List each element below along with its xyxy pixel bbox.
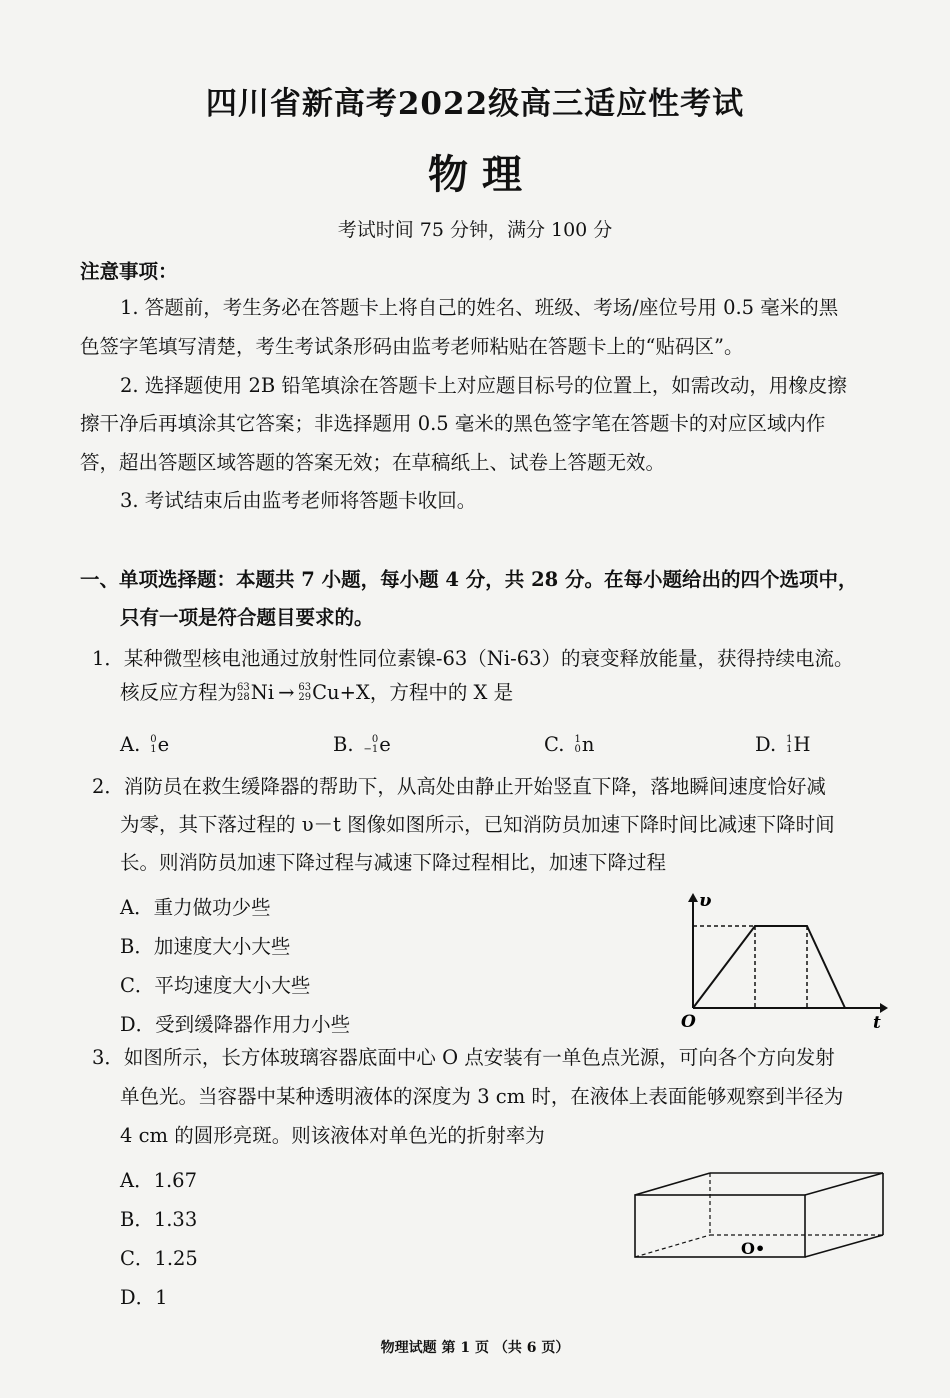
q1-option-d[interactable] bbox=[755, 733, 811, 756]
right-top-edge bbox=[805, 1173, 883, 1195]
q1-option-a-mass: 0 bbox=[150, 733, 157, 745]
section1-heading: 一、单项选择题：本题共 7 小题，每小题 4 分，共 28 分。在每小题给出的四个选项中， bbox=[80, 568, 858, 591]
v-axis-arrow bbox=[688, 893, 698, 902]
q1-option-b-numbers bbox=[364, 735, 379, 755]
q1-option-c-numbers bbox=[574, 735, 580, 755]
q1-option-b-symbol: e bbox=[379, 733, 391, 756]
q1-cu-mass: 63 bbox=[298, 682, 312, 693]
q1-line1: 1．某种微型核电池通过放射性同位素镍-63（Ni-63）的衰变释放能量，获得持续电流。 bbox=[92, 647, 854, 670]
t-label: t bbox=[873, 1013, 881, 1033]
q1-option-d-symbol: H bbox=[793, 733, 811, 756]
q1-eq-suffix: ，方程中的 X 是 bbox=[369, 681, 514, 705]
notice-1a: 1. 答题前，考生务必在答题卡上将自己的姓名、班级、考场/座位号用 0.5 毫米的黑 bbox=[120, 296, 839, 319]
q1-option-a-label: A. bbox=[120, 733, 141, 756]
q1-option-a-numbers bbox=[150, 735, 156, 755]
q1-option-c-charge: 0 bbox=[574, 743, 581, 755]
q1-option-d-numbers bbox=[786, 735, 792, 755]
q1-eq-prefix: 核反应方程为 bbox=[120, 681, 238, 705]
q2-option-b[interactable]: B．加速度大小大些 bbox=[120, 935, 291, 958]
notice-3: 3. 考试结束后由监考老师将答题卡收回。 bbox=[120, 489, 477, 512]
q3-line3: 4 cm 的圆形亮斑。则该液体对单色光的折射率为 bbox=[120, 1124, 545, 1147]
q1-cu-symbol: Cu bbox=[312, 681, 340, 705]
q2-option-d[interactable]: D．受到缓降器作用力小些 bbox=[120, 1013, 351, 1036]
section1-heading-2: 只有一项是符合题目要求的。 bbox=[120, 606, 374, 629]
left-top-edge bbox=[635, 1173, 710, 1195]
notice-2c: 答，超出答题区域答题的答案无效；在草稿纸上、试卷上答题无效。 bbox=[80, 451, 666, 474]
q1-option-d-mass: 1 bbox=[786, 733, 793, 745]
q3-option-d[interactable]: D．1 bbox=[120, 1286, 168, 1309]
q1-ni-mass: 63 bbox=[237, 682, 250, 693]
t-axis-arrow bbox=[880, 1003, 888, 1013]
page-footer: 物理试题 第 1 页 （共 6 页） bbox=[380, 1340, 570, 1356]
q2-line1: 2．消防员在救生缓降器的帮助下，从高处由静止开始竖直下降，落地瞬间速度恰好减 bbox=[92, 775, 826, 798]
subject-title: 物 理 bbox=[428, 151, 522, 198]
q1-option-b-label: B. bbox=[333, 733, 354, 756]
q1-option-d-label: D. bbox=[755, 733, 777, 756]
q3-line2: 单色光。当容器中某种透明液体的深度为 3 cm 时，在液体上表面能够观察到半径为 bbox=[120, 1085, 844, 1108]
q3-container-figure bbox=[625, 1165, 895, 1265]
q3-line1: 3．如图所示，长方体玻璃容器底面中心 O 点安装有一单色点光源，可向各个方向发射 bbox=[92, 1046, 835, 1069]
exam-title: 四川省新高考2022级高三适应性考试 bbox=[205, 86, 745, 122]
q1-option-a-symbol: e bbox=[157, 733, 170, 756]
notice-label: 注意事项： bbox=[80, 260, 178, 283]
front-face bbox=[635, 1195, 805, 1257]
q1-ni-symbol: Ni bbox=[250, 681, 275, 705]
v-label: υ bbox=[699, 890, 712, 911]
q1-option-b-charge: −1 bbox=[363, 743, 379, 755]
q1-equation-line bbox=[120, 683, 513, 703]
q3-option-b[interactable]: B．1.33 bbox=[120, 1208, 198, 1231]
q1-option-a[interactable] bbox=[120, 733, 169, 756]
q2-vt-graph bbox=[675, 888, 890, 1033]
hidden-bottom-left-edge bbox=[635, 1235, 710, 1257]
exam-info: 考试时间 75 分钟，满分 100 分 bbox=[337, 219, 613, 241]
q3-option-a[interactable]: A．1.67 bbox=[120, 1169, 198, 1192]
origin-label: O bbox=[681, 1012, 696, 1032]
q1-option-b[interactable] bbox=[333, 733, 391, 756]
q2-option-a[interactable]: A．重力做功少些 bbox=[120, 896, 271, 919]
point-o-label: O• bbox=[741, 1239, 766, 1258]
notice-1b: 色签字笔填写清楚，考生考试条形码由监考老师粘贴在答题卡上的“贴码区”。 bbox=[80, 335, 744, 358]
notice-2a: 2. 选择题使用 2B 铅笔填涂在答题卡上对应题目标号的位置上，如需改动，用橡皮擦 bbox=[120, 374, 847, 397]
q2-line2: 为零，其下落过程的 υ－t 图像如图所示，已知消防员加速下降时间比减速下降时间 bbox=[120, 813, 835, 836]
q1-option-c[interactable] bbox=[544, 733, 594, 756]
q1-cu-numbers bbox=[298, 683, 311, 703]
q1-option-d-charge: 1 bbox=[786, 743, 793, 755]
q1-option-c-label: C. bbox=[544, 733, 565, 756]
notice-2b: 擦干净后再填涂其它答案；非选择题用 0.5 毫米的黑色签字笔在答题卡的对应区域内作 bbox=[80, 412, 826, 435]
q1-eq-tail: +X bbox=[339, 681, 370, 705]
q2-line3: 长。则消防员加速下降过程与减速下降过程相比，加速下降过程 bbox=[120, 851, 667, 874]
q1-cu-charge: 29 bbox=[298, 692, 312, 703]
q1-arrow: → bbox=[278, 681, 295, 705]
q1-option-b-mass: 0 bbox=[371, 733, 379, 745]
vt-curve bbox=[693, 926, 845, 1008]
q1-option-c-mass: 1 bbox=[574, 733, 581, 745]
q1-ni-charge: 28 bbox=[237, 692, 250, 703]
q1-ni-numbers bbox=[237, 683, 250, 703]
q3-option-c[interactable]: C．1.25 bbox=[120, 1247, 198, 1270]
q1-option-a-charge: 1 bbox=[150, 743, 157, 755]
right-bottom-edge bbox=[805, 1235, 883, 1257]
q1-option-c-symbol: n bbox=[581, 733, 595, 756]
q2-option-c[interactable]: C．平均速度大小大些 bbox=[120, 974, 311, 997]
